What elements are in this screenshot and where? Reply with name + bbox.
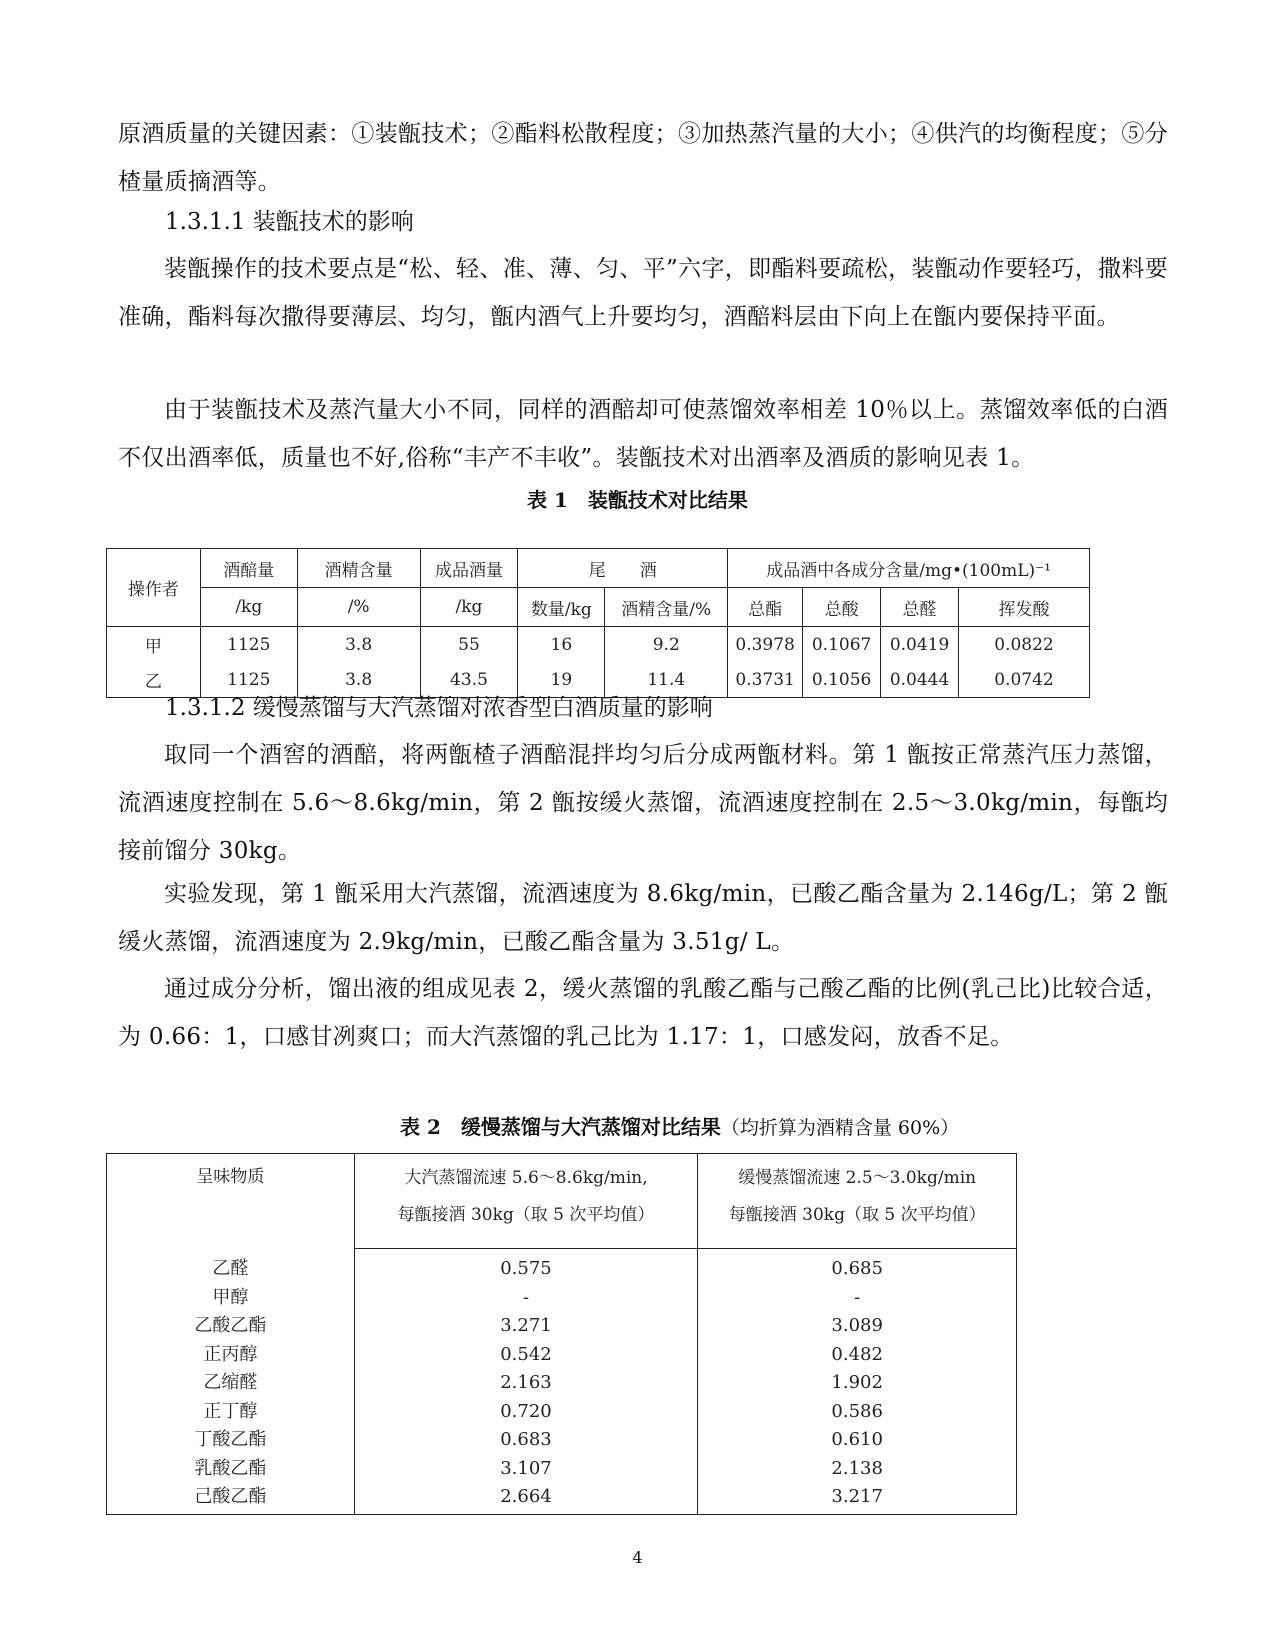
- cell-slow: 3.089: [698, 1312, 1017, 1341]
- cell-substance: 正丁醇: [107, 1398, 355, 1427]
- table1-loading-comparison: [106, 548, 1090, 698]
- header-aldehyde: 总醛: [881, 588, 959, 627]
- paragraph-component-analysis: 通过成分分析，馏出液的组成见表 2，缓火蒸馏的乳酸乙酯与己酸乙酯的比例(乳己比)比较合适，为 0.66：1，口感甘冽爽口；而大汽蒸馏的乳己比为 1.17：1，口感发闷，放香不足。: [118, 976, 1168, 1050]
- header-operator: 操作者: [107, 549, 201, 627]
- table-row: [107, 1455, 1017, 1484]
- section-heading-1-3-1-1: 1.3.1.1 装甑技术的影响: [165, 209, 414, 235]
- cell-substance: 丁酸乙酯: [107, 1426, 355, 1455]
- header-product-unit: /kg: [420, 588, 518, 627]
- cell-slow: 0.586: [698, 1398, 1017, 1427]
- cell-big-steam: -: [354, 1284, 698, 1313]
- cell-big-steam: 3.271: [354, 1312, 698, 1341]
- header-grain-unit: /kg: [200, 588, 297, 627]
- table2-distillation-comparison: [106, 1153, 1017, 1515]
- cell-slow: -: [698, 1284, 1017, 1313]
- table-row: [107, 1426, 1017, 1455]
- cell-alcohol: 3.8: [297, 627, 420, 663]
- cell-ester: 0.3731: [728, 662, 803, 698]
- header-slow-line1: 缓慢蒸馏流速 2.5～3.0kg/min: [698, 1154, 1017, 1197]
- cell-grain: 1125: [200, 662, 297, 698]
- cell-big-steam: 0.575: [354, 1249, 698, 1284]
- cell-substance: 甲醇: [107, 1284, 355, 1313]
- cell-big-steam: 0.720: [354, 1398, 698, 1427]
- cell-grain: 1125: [200, 627, 297, 663]
- table2-header-row-1: [107, 1154, 1017, 1197]
- cell-slow: 0.482: [698, 1341, 1017, 1370]
- cell-alcohol: 3.8: [297, 662, 420, 698]
- cell-slow: 0.610: [698, 1426, 1017, 1455]
- cell-big-steam: 2.664: [354, 1483, 698, 1514]
- header-big-steam-line2: 每甑接酒 30kg（取 5 次平均值）: [354, 1196, 698, 1249]
- header-slow-line2: 每甑接酒 30kg（取 5 次平均值）: [698, 1196, 1017, 1249]
- cell-substance: 乙缩醛: [107, 1369, 355, 1398]
- cell-substance: 正丙醇: [107, 1341, 355, 1370]
- table-row: [107, 1284, 1017, 1313]
- cell-product: 43.5: [420, 662, 518, 698]
- table2-caption: 表 2 缓慢蒸馏与大汽蒸馏对比结果（均折算为酒精含量 60%）: [400, 1115, 960, 1139]
- header-acid: 总酸: [803, 588, 881, 627]
- cell-substance: 己酸乙酯: [107, 1483, 355, 1514]
- header-product: 成品酒量: [420, 549, 518, 588]
- cell-big-steam: 2.163: [354, 1369, 698, 1398]
- header-big-steam-line1: 大汽蒸馏流速 5.6～8.6kg/min,: [354, 1154, 698, 1197]
- table-row: [107, 1341, 1017, 1370]
- cell-operator: 乙: [107, 662, 201, 698]
- cell-aldehyde: 0.0444: [881, 662, 959, 698]
- cell-tail-qty: 19: [518, 662, 605, 698]
- cell-operator: 甲: [107, 627, 201, 663]
- cell-ester: 0.3978: [728, 627, 803, 663]
- cell-substance: 乙酸乙酯: [107, 1312, 355, 1341]
- cell-volatile-acid: 0.0822: [959, 627, 1090, 663]
- table-row: [107, 1483, 1017, 1514]
- cell-acid: 0.1056: [803, 662, 881, 698]
- cell-slow: 3.217: [698, 1483, 1017, 1514]
- cell-tail-alcohol: 9.2: [605, 627, 728, 663]
- cell-tail-qty: 16: [518, 627, 605, 663]
- paragraph-efficiency: 由于装甑技术及蒸汽量大小不同，同样的酒醅却可使蒸馏效率相差 10％以上。蒸馏效率低的白酒不仅出酒率低，质量也不好,俗称“丰产不丰收”。装甑技术对出酒率及酒质的影响见表 1。: [118, 397, 1168, 471]
- section-heading-1-3-1-2: 1.3.1.2 缓慢蒸馏与大汽蒸馏对浓香型白酒质量的影响: [165, 695, 713, 721]
- table1-caption: 表 1 装甑技术对比结果: [527, 488, 748, 512]
- paragraph-experiment-findings: 实验发现，第 1 甑采用大汽蒸馏，流酒速度为 8.6kg/min，已酸乙酯含量为 2.146g/L；第 2 甑缓火蒸馏，流酒速度为 2.9kg/min，已酸乙酯含量为 3.51g/ L。: [118, 881, 1168, 955]
- header-tail-alcohol: 酒精含量/%: [605, 588, 728, 627]
- table1-header-row-2: [107, 588, 1090, 627]
- cell-slow: 0.685: [698, 1249, 1017, 1284]
- header-tail: 尾 酒: [518, 549, 728, 588]
- table2-caption-note: （均折算为酒精含量 60%）: [720, 1117, 960, 1139]
- header-components: 成品酒中各成分含量/mg•(100mL)⁻¹: [728, 549, 1090, 588]
- cell-substance: 乳酸乙酯: [107, 1455, 355, 1484]
- cell-big-steam: 3.107: [354, 1455, 698, 1484]
- cell-big-steam: 0.542: [354, 1341, 698, 1370]
- header-alcohol: 酒精含量: [297, 549, 420, 588]
- table1-header-row-1: [107, 549, 1090, 588]
- cell-volatile-acid: 0.0742: [959, 662, 1090, 698]
- table-row: [107, 1398, 1017, 1427]
- cell-product: 55: [420, 627, 518, 663]
- cell-aldehyde: 0.0419: [881, 627, 959, 663]
- table-row: [107, 1369, 1017, 1398]
- header-substance: 呈味物质: [107, 1154, 355, 1249]
- table-row: [107, 1312, 1017, 1341]
- paragraph-experiment-setup: 取同一个酒窖的酒醅，将两甑楂子酒醅混拌均匀后分成两甑材料。第 1 甑按正常蒸汽压力蒸馏，流酒速度控制在 5.6～8.6kg/min，第 2 甑按缓火蒸馏，流酒速度控制在 2.5～3.0kg/min，每甑均接前馏分 30kg。: [118, 742, 1168, 864]
- cell-slow: 2.138: [698, 1455, 1017, 1484]
- paragraph-key-factors: 原酒质量的关键因素：①装甑技术；②酯料松散程度；③加热蒸汽量的大小；④供汽的均衡程度；⑤分楂量质摘酒等。: [118, 121, 1168, 195]
- header-tail-qty: 数量/kg: [518, 588, 605, 627]
- table-row: [107, 627, 1090, 663]
- page-number: 4: [632, 1548, 643, 1567]
- cell-tail-alcohol: 11.4: [605, 662, 728, 698]
- header-alcohol-unit: /%: [297, 588, 420, 627]
- cell-big-steam: 0.683: [354, 1426, 698, 1455]
- table-row: [107, 1249, 1017, 1284]
- header-volatile-acid: 挥发酸: [959, 588, 1090, 627]
- header-grain: 酒醅量: [200, 549, 297, 588]
- header-ester: 总酯: [728, 588, 803, 627]
- cell-slow: 1.902: [698, 1369, 1017, 1398]
- cell-substance: 乙醛: [107, 1249, 355, 1284]
- cell-acid: 0.1067: [803, 627, 881, 663]
- paragraph-technique-points: 装甑操作的技术要点是“松、轻、准、薄、匀、平”六字，即酯料要疏松，装甑动作要轻巧，撒料要准确，酯料每次撒得要薄层、均匀，甑内酒气上升要均匀，酒醅料层由下向上在甑内要保持平面。: [118, 256, 1168, 330]
